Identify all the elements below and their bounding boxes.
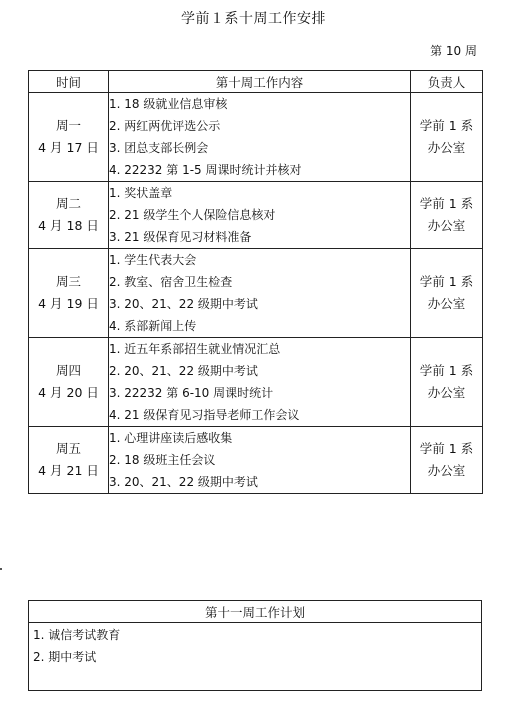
tasks-cell: [109, 427, 411, 494]
task-item: 2. 教室、宿舍卫生检查: [109, 275, 233, 289]
date-label: 4 月 20 日: [38, 385, 99, 400]
date-label: 4 月 21 日: [38, 463, 99, 478]
task-item: 2. 两红两优评选公示: [109, 119, 221, 133]
tasks-cell: [109, 93, 411, 182]
task-item: 1. 心理讲座读后感收集: [109, 431, 233, 445]
owner-cell: [411, 249, 483, 338]
task-item: 3. 20、21、22 级期中考试: [109, 475, 258, 489]
owner-dept: 学前 1 系: [419, 441, 474, 456]
table-row: [29, 427, 483, 494]
day-cell: [29, 338, 109, 427]
owner-dept: 学前 1 系: [419, 196, 474, 211]
day-cell: [29, 249, 109, 338]
header-content: 第十周工作内容: [109, 71, 411, 93]
table-row: [29, 249, 483, 338]
schedule-body: [29, 93, 483, 494]
day-cell: [29, 93, 109, 182]
owner-dept: 学前 1 系: [419, 274, 474, 289]
task-item: 4. 21 级保育见习指导老师工作会议: [109, 408, 300, 422]
document-title: 学前１系十周工作安排: [181, 11, 326, 27]
task-item: 3. 20、21、22 级期中考试: [109, 297, 258, 311]
weekday-label: 周三: [55, 274, 81, 289]
week-label: 第 10 周: [430, 44, 477, 58]
header-time: 时间: [29, 71, 109, 93]
plan-header: 第十一周工作计划: [29, 601, 482, 623]
task-item: 1. 学生代表大会: [109, 253, 197, 267]
task-item: 4. 系部新闻上传: [109, 319, 197, 333]
task-item: 2. 20、21、22 级期中考试: [109, 364, 258, 378]
task-item: 4. 22232 第 1-5 周课时统计并核对: [109, 163, 302, 177]
owner-office: 办公室: [427, 140, 466, 155]
task-item: 2. 21 级学生个人保险信息核对: [109, 208, 276, 222]
next-week-plan-table: [28, 600, 482, 691]
task-item: 1. 奖状盖章: [109, 186, 173, 200]
plan-item: 2. 期中考试: [33, 650, 97, 664]
owner-office: 办公室: [427, 385, 466, 400]
task-item: 1. 近五年系部招生就业情况汇总: [109, 342, 281, 356]
tasks-cell: [109, 182, 411, 249]
tasks-cell: [109, 338, 411, 427]
date-label: 4 月 17 日: [38, 140, 99, 155]
owner-cell: [411, 427, 483, 494]
table-row: [29, 93, 483, 182]
weekday-label: 周二: [55, 196, 81, 211]
owner-cell: [411, 182, 483, 249]
table-row: [29, 338, 483, 427]
plan-body-row: [29, 623, 482, 691]
plan-items-cell: [29, 623, 482, 691]
weekday-label: 周四: [55, 363, 81, 378]
weekday-label: 周一: [55, 118, 81, 133]
weekday-label: 周五: [55, 441, 81, 456]
day-cell: [29, 427, 109, 494]
day-cell: [29, 182, 109, 249]
table-row: [29, 182, 483, 249]
owner-cell: [411, 338, 483, 427]
task-item: 3. 团总支部长例会: [109, 141, 209, 155]
owner-office: 办公室: [427, 218, 466, 233]
stray-mark: [0, 568, 2, 570]
date-label: 4 月 19 日: [38, 296, 99, 311]
week-schedule-table: [28, 70, 483, 494]
owner-cell: [411, 93, 483, 182]
owner-office: 办公室: [427, 296, 466, 311]
plan-item: 1. 诚信考试教育: [33, 628, 121, 642]
date-label: 4 月 18 日: [38, 218, 99, 233]
schedule-header-row: [29, 71, 483, 93]
task-item: 3. 22232 第 6-10 周课时统计: [109, 386, 274, 400]
task-item: 3. 21 级保育见习材料准备: [109, 230, 252, 244]
task-item: 2. 18 级班主任会议: [109, 453, 216, 467]
task-item: 1. 18 级就业信息审核: [109, 97, 228, 111]
owner-dept: 学前 1 系: [419, 118, 474, 133]
owner-dept: 学前 1 系: [419, 363, 474, 378]
owner-office: 办公室: [427, 463, 466, 478]
plan-header-row: [29, 601, 482, 623]
tasks-cell: [109, 249, 411, 338]
header-owner: 负责人: [411, 71, 483, 93]
